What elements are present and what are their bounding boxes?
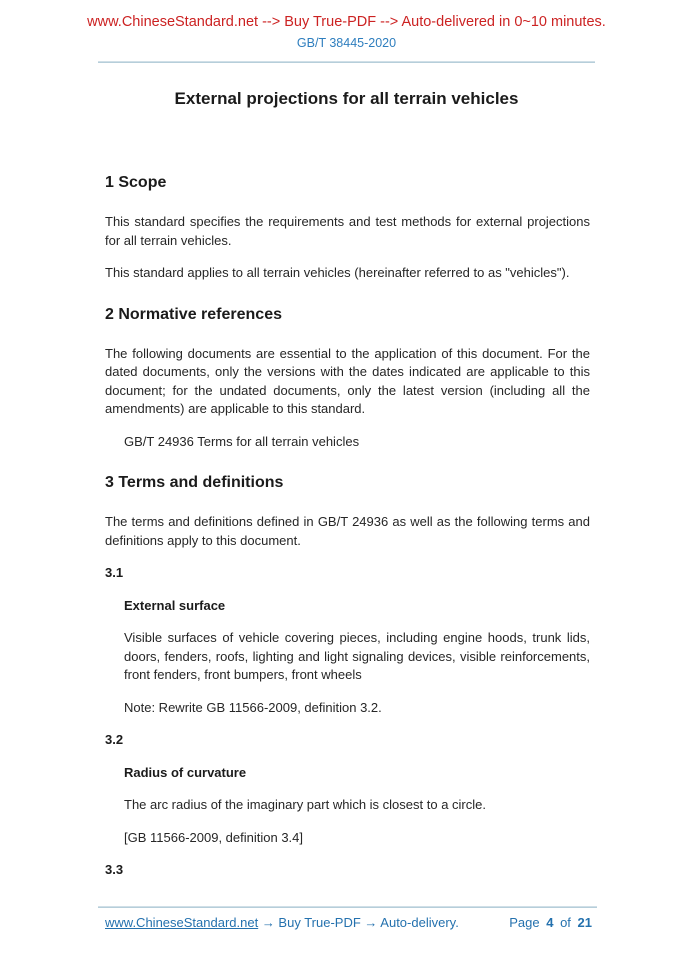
- term-3-1-definition: Visible surfaces of vehicle covering pieces, including engine hoods, trunk lids, doors, fenders, roofs, lighting and light signaling devices, visible reinforcements, front fenders, front bumpers, front wheels: [124, 630, 590, 682]
- term-3-1-note: Note: Rewrite GB 11566-2009, definition 3.2.: [124, 699, 382, 715]
- scope-paragraph-1: This standard specifies the requirements and test methods for external projections for all terrain vehicles.: [105, 214, 590, 248]
- footer-promo-rest: → Buy True-PDF → Auto-delivery.: [258, 915, 459, 930]
- footer-rule: [98, 906, 597, 908]
- standard-code: GB/T 38445-2020: [296, 36, 397, 50]
- header-rule: [98, 61, 595, 63]
- terms-intro-paragraph: The terms and definitions defined in GB/T 24936 as well as the following terms and definitions apply to this document.: [105, 514, 590, 548]
- scope-paragraph-2: This standard applies to all terrain vehicles (hereinafter referred to as "vehicles").: [105, 265, 570, 280]
- page-total: 21: [577, 915, 592, 930]
- document-title: External projections for all terrain vehicles: [174, 89, 519, 108]
- section-1-heading: 1 Scope: [105, 174, 167, 191]
- header-promo-text[interactable]: www.ChineseStandard.net --> Buy True-PDF --> Auto-delivered in 0~10 minutes.: [87, 14, 606, 30]
- term-3-1-title: External surface: [124, 597, 226, 613]
- term-3-2-number: 3.2: [105, 732, 124, 747]
- page-current: 4: [546, 915, 554, 930]
- section-2-heading: 2 Normative references: [105, 305, 282, 323]
- page-label: Page: [509, 915, 540, 930]
- section-3-heading: 3 Terms and definitions: [105, 474, 284, 491]
- term-3-2-definition: The arc radius of the imaginary part which is closest to a circle.: [124, 797, 486, 812]
- page-footer: [98, 906, 597, 931]
- page-header: [0, 0, 693, 63]
- page-indicator: [509, 914, 592, 931]
- term-3-3-number: 3.3: [105, 862, 124, 877]
- footer-site-link[interactable]: www.ChineseStandard.net: [105, 915, 259, 930]
- footer-promo: [105, 914, 459, 931]
- term-3-1-number: 3.1: [105, 565, 124, 580]
- term-3-2-source: [GB 11566-2009, definition 3.4]: [124, 829, 303, 845]
- normative-paragraph: The following documents are essential to the application of this document. For the dated documents, only the versions with the dates indicated are applicable to this document; for the undated documents, only the latest version (including all the amendments) are applicable to this standard.: [105, 345, 590, 416]
- normative-reference-item: GB/T 24936 Terms for all terrain vehicles: [124, 433, 360, 449]
- document-content: [0, 173, 693, 880]
- of-label: of: [560, 915, 571, 930]
- term-3-2-title: Radius of curvature: [124, 764, 247, 780]
